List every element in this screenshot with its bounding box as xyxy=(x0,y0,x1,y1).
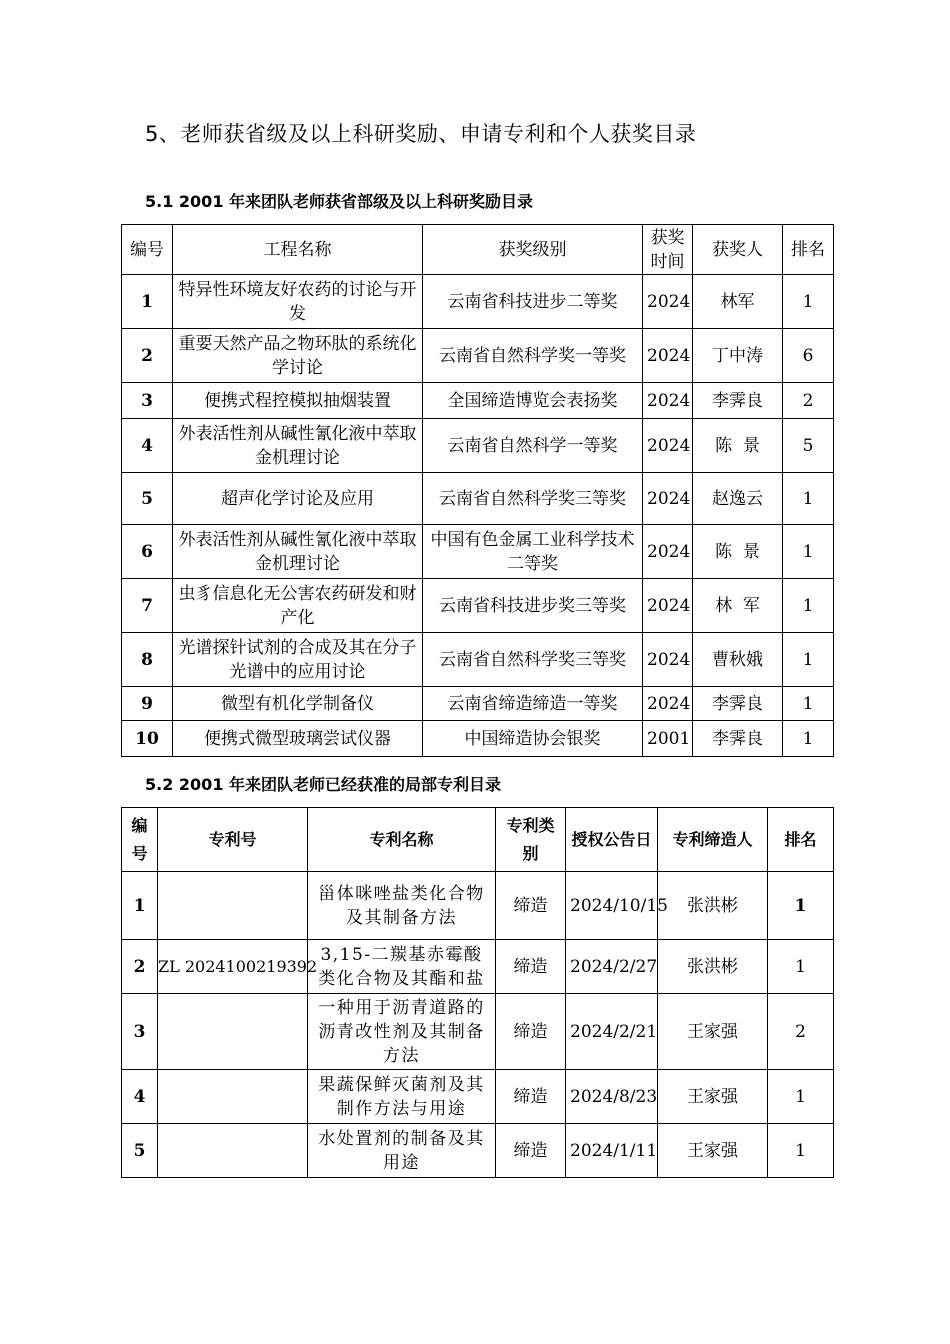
cell-grant-date: 2024/2/21 xyxy=(566,994,658,1070)
cell-no: 5 xyxy=(122,473,173,525)
cell-level: 全国缔造博览会表扬奖 xyxy=(423,383,643,419)
cell-patent-no xyxy=(158,1070,308,1124)
cell-patent-name: 果蔬保鲜灭菌剂及其制作方法与用途 xyxy=(308,1070,496,1124)
cell-rank: 1 xyxy=(768,1070,834,1124)
header-no: 编号 xyxy=(122,225,173,275)
cell-rank: 2 xyxy=(783,383,834,419)
cell-rank: 1 xyxy=(768,872,834,940)
section-heading-patents: 5.2 2001 年来团队老师已经获准的局部专利目录 xyxy=(145,775,502,794)
cell-rank: 1 xyxy=(768,1124,834,1178)
cell-grant-date: 2024/10/15 xyxy=(566,872,658,940)
cell-patent-no xyxy=(158,994,308,1070)
cell-no: 7 xyxy=(122,579,173,633)
patents-header-row xyxy=(122,808,834,872)
cell-grant-date: 2024/8/23 xyxy=(566,1070,658,1124)
cell-no: 1 xyxy=(122,872,158,940)
cell-level: 中国有色金属工业科学技术二等奖 xyxy=(423,525,643,579)
cell-year: 2024 xyxy=(643,329,693,383)
cell-patent-type: 缔造 xyxy=(496,994,566,1070)
cell-winner: 林军 xyxy=(693,275,783,329)
header-patent-type: 专利类别 xyxy=(496,808,566,872)
cell-patent-name: 水处置剂的制备及其用途 xyxy=(308,1124,496,1178)
cell-rank: 1 xyxy=(783,473,834,525)
cell-winner: 李霁良 xyxy=(693,721,783,757)
cell-no: 3 xyxy=(122,383,173,419)
cell-patent-name: 3,15-二羰基赤霉酸类化合物及其酯和盐 xyxy=(308,940,496,994)
header-rank: 排名 xyxy=(768,808,834,872)
cell-project: 特异性环境友好农药的讨论与开发 xyxy=(173,275,423,329)
section-heading-awards: 5.1 2001 年来团队老师获省部级及以上科研奖励目录 xyxy=(145,192,534,211)
cell-winner: 林 军 xyxy=(693,579,783,633)
cell-patent-name: 甾体咪唑盐类化合物及其制备方法 xyxy=(308,872,496,940)
cell-no: 4 xyxy=(122,1070,158,1124)
cell-patent-no xyxy=(158,1124,308,1178)
cell-year: 2024 xyxy=(643,525,693,579)
header-patent-no: 专利号 xyxy=(158,808,308,872)
cell-year: 2001 xyxy=(643,721,693,757)
cell-level: 云南省自然科学奖三等奖 xyxy=(423,473,643,525)
cell-winner: 李霁良 xyxy=(693,687,783,721)
cell-project: 超声化学讨论及应用 xyxy=(173,473,423,525)
cell-level: 中国缔造协会银奖 xyxy=(423,721,643,757)
cell-patent-name: 一种用于沥青道路的沥青改性剂及其制备方法 xyxy=(308,994,496,1070)
cell-no: 5 xyxy=(122,1124,158,1178)
awards-header-row xyxy=(122,225,834,275)
cell-patent-type: 缔造 xyxy=(496,940,566,994)
cell-year: 2024 xyxy=(643,383,693,419)
patents-table xyxy=(121,807,834,1178)
cell-year: 2024 xyxy=(643,473,693,525)
header-inventor: 专利缔造人 xyxy=(658,808,768,872)
cell-level: 云南省科技进步奖三等奖 xyxy=(423,579,643,633)
table-row xyxy=(122,525,834,579)
table-row xyxy=(122,994,834,1070)
table-row xyxy=(122,687,834,721)
header-level: 获奖级别 xyxy=(423,225,643,275)
table-row xyxy=(122,1070,834,1124)
cell-inventor: 王家强 xyxy=(658,1124,768,1178)
awards-table xyxy=(121,224,834,757)
cell-no: 9 xyxy=(122,687,173,721)
cell-inventor: 王家强 xyxy=(658,1070,768,1124)
cell-rank: 1 xyxy=(783,721,834,757)
cell-patent-no: ZL 2024100219392 xyxy=(158,940,308,994)
cell-rank: 1 xyxy=(768,940,834,994)
cell-no: 4 xyxy=(122,419,173,473)
cell-no: 1 xyxy=(122,275,173,329)
cell-no: 2 xyxy=(122,940,158,994)
cell-rank: 1 xyxy=(783,579,834,633)
cell-grant-date: 2024/1/11 xyxy=(566,1124,658,1178)
header-project: 工程名称 xyxy=(173,225,423,275)
cell-inventor: 王家强 xyxy=(658,994,768,1070)
table-row xyxy=(122,872,834,940)
cell-inventor: 张洪彬 xyxy=(658,940,768,994)
cell-rank: 5 xyxy=(783,419,834,473)
table-row xyxy=(122,721,834,757)
cell-rank: 2 xyxy=(768,994,834,1070)
cell-year: 2024 xyxy=(643,579,693,633)
header-no: 编号 xyxy=(122,808,158,872)
cell-rank: 1 xyxy=(783,275,834,329)
table-row xyxy=(122,419,834,473)
cell-project: 光谱探针试剂的合成及其在分子光谱中的应用讨论 xyxy=(173,633,423,687)
cell-level: 云南省自然科学奖一等奖 xyxy=(423,329,643,383)
table-row xyxy=(122,633,834,687)
cell-inventor: 张洪彬 xyxy=(658,872,768,940)
table-row xyxy=(122,329,834,383)
cell-winner: 赵逸云 xyxy=(693,473,783,525)
header-rank: 排名 xyxy=(783,225,834,275)
cell-project: 外表活性剂从碱性氰化液中萃取金机理讨论 xyxy=(173,419,423,473)
cell-no: 3 xyxy=(122,994,158,1070)
cell-project: 外表活性剂从碱性氰化液中萃取金机理讨论 xyxy=(173,525,423,579)
cell-level: 云南省缔造缔造一等奖 xyxy=(423,687,643,721)
cell-winner: 陈 景 xyxy=(693,525,783,579)
cell-year: 2024 xyxy=(643,687,693,721)
cell-patent-type: 缔造 xyxy=(496,1124,566,1178)
cell-year: 2024 xyxy=(643,275,693,329)
table-row xyxy=(122,473,834,525)
cell-grant-date: 2024/2/27 xyxy=(566,940,658,994)
page-heading: 5、老师获省级及以上科研奖励、申请专利和个人获奖目录 xyxy=(145,122,697,146)
cell-winner: 曹秋娥 xyxy=(693,633,783,687)
cell-no: 10 xyxy=(122,721,173,757)
cell-winner: 丁中涛 xyxy=(693,329,783,383)
cell-no: 6 xyxy=(122,525,173,579)
cell-project: 重要天然产品之物环肽的系统化学讨论 xyxy=(173,329,423,383)
table-row xyxy=(122,383,834,419)
cell-no: 2 xyxy=(122,329,173,383)
table-row xyxy=(122,579,834,633)
header-patent-name: 专利名称 xyxy=(308,808,496,872)
cell-winner: 李霁良 xyxy=(693,383,783,419)
cell-no: 8 xyxy=(122,633,173,687)
cell-level: 云南省科技进步二等奖 xyxy=(423,275,643,329)
cell-project: 微型有机化学制备仪 xyxy=(173,687,423,721)
table-row xyxy=(122,940,834,994)
cell-project: 便携式程控模拟抽烟装置 xyxy=(173,383,423,419)
cell-level: 云南省自然科学奖三等奖 xyxy=(423,633,643,687)
cell-patent-no xyxy=(158,872,308,940)
cell-rank: 1 xyxy=(783,687,834,721)
header-year: 获奖时间 xyxy=(643,225,693,275)
header-grant-date: 授权公告日 xyxy=(566,808,658,872)
cell-year: 2024 xyxy=(643,633,693,687)
header-winner: 获奖人 xyxy=(693,225,783,275)
cell-level: 云南省自然科学一等奖 xyxy=(423,419,643,473)
cell-rank: 1 xyxy=(783,633,834,687)
cell-rank: 1 xyxy=(783,525,834,579)
table-row xyxy=(122,1124,834,1178)
table-row xyxy=(122,275,834,329)
cell-winner: 陈 景 xyxy=(693,419,783,473)
cell-patent-type: 缔造 xyxy=(496,872,566,940)
cell-patent-type: 缔造 xyxy=(496,1070,566,1124)
cell-rank: 6 xyxy=(783,329,834,383)
cell-project: 便携式微型玻璃尝试仪器 xyxy=(173,721,423,757)
cell-year: 2024 xyxy=(643,419,693,473)
cell-project: 虫豸信息化无公害农药研发和财产化 xyxy=(173,579,423,633)
